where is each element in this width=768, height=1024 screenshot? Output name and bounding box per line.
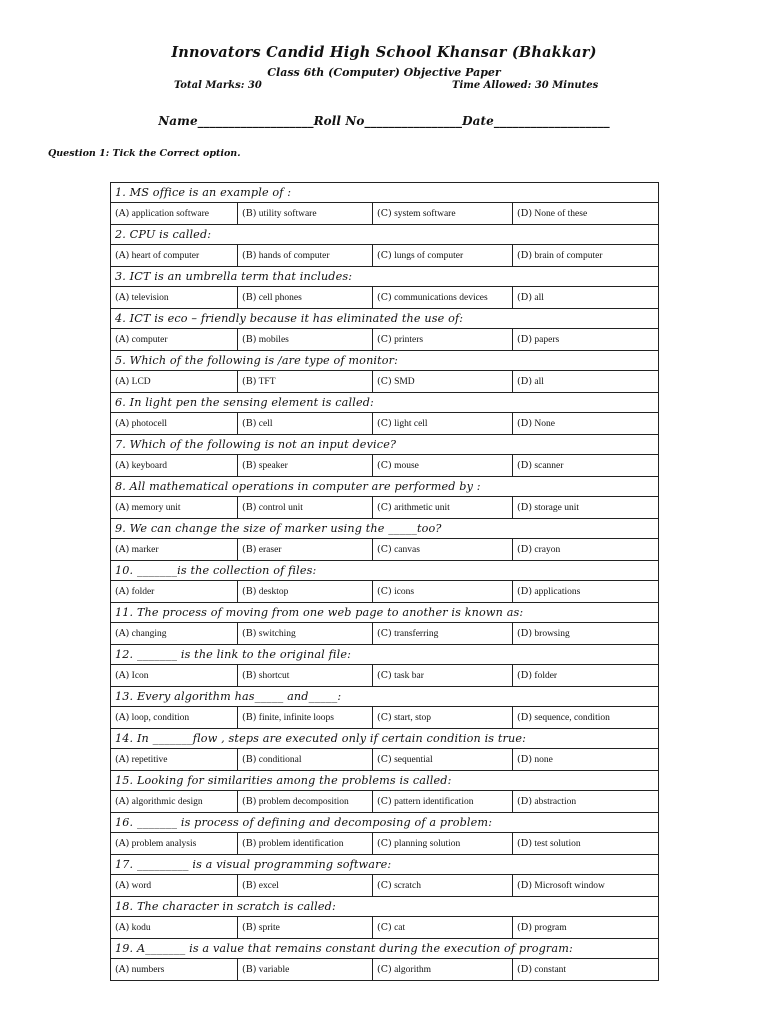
option-label: (C) — [377, 838, 392, 849]
option-cell[interactable] — [373, 455, 513, 477]
student-fields-line: Name___________________Roll No________________Date___________________ — [158, 114, 610, 128]
option-label: (C) — [377, 418, 392, 429]
option-label: (B) — [242, 754, 257, 765]
option-text: cell — [258, 419, 273, 429]
option-text: hands of computer — [258, 251, 330, 261]
question-text: 2. CPU is called: — [111, 225, 659, 245]
option-label: (A) — [115, 712, 130, 723]
option-label: (C) — [377, 964, 392, 975]
option-cell[interactable] — [238, 371, 373, 393]
option-text: excel — [258, 881, 279, 891]
question-text: 1. MS office is an example of : — [111, 183, 659, 203]
option-label: (A) — [115, 880, 130, 891]
question-row — [111, 435, 659, 455]
option-cell[interactable] — [373, 707, 513, 729]
option-label: (D) — [517, 250, 533, 261]
option-label: (A) — [115, 670, 130, 681]
question-row — [111, 939, 659, 959]
option-text: finite, infinite loops — [258, 713, 334, 723]
question-text: 14. In _______flow , steps are executed only if certain condition is true: — [111, 729, 659, 749]
option-cell[interactable] — [111, 413, 238, 435]
question-row — [111, 183, 659, 203]
option-cell[interactable] — [238, 203, 373, 225]
question-row — [111, 519, 659, 539]
option-text: computer — [131, 335, 168, 345]
options-row — [111, 329, 659, 351]
option-cell[interactable] — [513, 245, 659, 267]
options-row — [111, 203, 659, 225]
option-text: start, stop — [394, 713, 432, 723]
option-cell[interactable] — [373, 497, 513, 519]
option-text: shortcut — [258, 671, 290, 681]
question-row — [111, 813, 659, 833]
option-cell[interactable] — [513, 707, 659, 729]
question-text: 9. We can change the size of marker using the _____too? — [111, 519, 659, 539]
question-text: 16. _______ is process of defining and decomposing of a problem: — [111, 813, 659, 833]
option-label: (A) — [115, 586, 130, 597]
question-row — [111, 225, 659, 245]
option-text: brain of computer — [534, 251, 603, 261]
option-label: (D) — [517, 292, 533, 303]
option-label: (A) — [115, 838, 130, 849]
option-label: (A) — [115, 754, 130, 765]
question-row — [111, 393, 659, 413]
question-text: 3. ICT is an umbrella term that includes: — [111, 267, 659, 287]
option-label: (A) — [115, 964, 130, 975]
question-text: 8. All mathematical operations in computer are performed by : — [111, 477, 659, 497]
question-text: 12. _______ is the link to the original file: — [111, 645, 659, 665]
option-label: (B) — [242, 628, 257, 639]
option-text: speaker — [258, 461, 288, 471]
option-cell[interactable] — [513, 665, 659, 687]
option-text: program — [534, 923, 567, 933]
option-text: icons — [394, 587, 415, 597]
option-cell[interactable] — [238, 287, 373, 309]
option-cell[interactable] — [111, 455, 238, 477]
option-text: communications devices — [394, 293, 488, 303]
option-label: (B) — [242, 418, 257, 429]
options-row — [111, 875, 659, 897]
option-cell[interactable] — [238, 623, 373, 645]
option-label: (B) — [242, 292, 257, 303]
options-row — [111, 539, 659, 561]
option-label: (C) — [377, 544, 392, 555]
options-row — [111, 581, 659, 603]
option-text: none — [534, 755, 553, 765]
option-label: (D) — [517, 754, 533, 765]
option-cell[interactable] — [111, 749, 238, 771]
option-text: mouse — [394, 461, 419, 471]
option-text: printers — [394, 335, 424, 345]
option-label: (D) — [517, 880, 533, 891]
option-label: (D) — [517, 838, 533, 849]
option-text: all — [534, 377, 544, 387]
option-cell[interactable] — [373, 413, 513, 435]
option-cell[interactable] — [513, 833, 659, 855]
option-text: test solution — [534, 839, 581, 849]
options-row — [111, 917, 659, 939]
option-cell[interactable] — [513, 959, 659, 981]
option-cell[interactable] — [238, 707, 373, 729]
option-text: algorithm — [394, 965, 432, 975]
option-cell[interactable] — [238, 875, 373, 897]
question-row — [111, 603, 659, 623]
time-allowed: Time Allowed: 30 Minutes — [452, 80, 599, 91]
option-cell[interactable] — [111, 623, 238, 645]
question-text: 6. In light pen the sensing element is called: — [111, 393, 659, 413]
option-cell[interactable] — [513, 875, 659, 897]
question-text: 7. Which of the following is not an input device? — [111, 435, 659, 455]
option-cell[interactable] — [513, 497, 659, 519]
option-label: (C) — [377, 796, 392, 807]
option-text: sequence, condition — [534, 713, 610, 723]
option-label: (B) — [242, 208, 257, 219]
option-text: utility software — [258, 209, 317, 219]
option-label: (D) — [517, 628, 533, 639]
option-cell[interactable] — [111, 203, 238, 225]
option-text: control unit — [258, 503, 303, 513]
option-cell[interactable] — [513, 791, 659, 813]
option-text: desktop — [258, 587, 289, 597]
option-cell[interactable] — [111, 707, 238, 729]
option-label: (A) — [115, 502, 130, 513]
question-row — [111, 729, 659, 749]
option-text: folder — [534, 671, 558, 681]
option-label: (B) — [242, 586, 257, 597]
option-cell[interactable] — [373, 959, 513, 981]
option-label: (A) — [115, 460, 130, 471]
option-cell[interactable] — [513, 455, 659, 477]
option-cell[interactable] — [513, 623, 659, 645]
option-cell[interactable] — [513, 371, 659, 393]
option-cell[interactable] — [238, 959, 373, 981]
option-cell[interactable] — [238, 329, 373, 351]
option-text: abstraction — [534, 797, 577, 807]
option-label: (A) — [115, 628, 130, 639]
option-label: (C) — [377, 754, 392, 765]
option-text: browsing — [534, 629, 570, 639]
option-text: sequential — [394, 755, 433, 765]
options-row — [111, 665, 659, 687]
option-label: (D) — [517, 502, 533, 513]
question-row — [111, 477, 659, 497]
question-row — [111, 855, 659, 875]
option-label: (C) — [377, 292, 392, 303]
option-text: TFT — [258, 377, 276, 387]
options-row — [111, 497, 659, 519]
total-marks: Total Marks: 30 — [174, 80, 262, 91]
option-label: (B) — [242, 376, 257, 387]
question-text: 18. The character in scratch is called: — [111, 897, 659, 917]
option-text: task bar — [394, 671, 424, 681]
options-row — [111, 413, 659, 435]
option-cell[interactable] — [238, 455, 373, 477]
option-label: (A) — [115, 922, 130, 933]
option-cell[interactable] — [238, 581, 373, 603]
option-text: constant — [534, 965, 567, 975]
option-cell[interactable] — [111, 833, 238, 855]
question-row — [111, 267, 659, 287]
option-text: marker — [131, 545, 159, 555]
option-label: (D) — [517, 922, 533, 933]
options-row — [111, 833, 659, 855]
option-label: (C) — [377, 250, 392, 261]
question-text: 4. ICT is eco – friendly because it has eliminated the use of: — [111, 309, 659, 329]
option-text: canvas — [394, 545, 420, 555]
option-text: scratch — [394, 881, 421, 891]
option-cell[interactable] — [111, 371, 238, 393]
questions-body — [111, 183, 659, 981]
options-row — [111, 287, 659, 309]
option-label: (B) — [242, 838, 257, 849]
option-cell[interactable] — [111, 329, 238, 351]
option-label: (D) — [517, 964, 533, 975]
option-text: numbers — [131, 965, 165, 975]
option-label: (B) — [242, 460, 257, 471]
option-cell[interactable] — [373, 539, 513, 561]
option-label: (B) — [242, 502, 257, 513]
option-cell[interactable] — [513, 581, 659, 603]
option-text: transferring — [394, 629, 439, 639]
option-cell[interactable] — [513, 413, 659, 435]
option-cell[interactable] — [373, 665, 513, 687]
option-cell[interactable] — [373, 749, 513, 771]
option-text: mobiles — [258, 335, 289, 345]
option-text: None — [534, 419, 555, 429]
option-label: (A) — [115, 796, 130, 807]
option-text: application software — [131, 209, 209, 219]
option-text: applications — [534, 587, 581, 597]
option-text: cell phones — [258, 293, 302, 303]
option-label: (B) — [242, 334, 257, 345]
option-label: (D) — [517, 334, 533, 345]
option-cell[interactable] — [373, 245, 513, 267]
option-cell[interactable] — [373, 371, 513, 393]
option-text: repetitive — [131, 755, 168, 765]
option-label: (A) — [115, 250, 130, 261]
option-text: eraser — [258, 545, 282, 555]
option-label: (B) — [242, 670, 257, 681]
option-label: (D) — [517, 208, 533, 219]
question-text: 11. The process of moving from one web page to another is known as: — [111, 603, 659, 623]
option-cell[interactable] — [238, 539, 373, 561]
option-label: (B) — [242, 796, 257, 807]
option-text: conditional — [258, 755, 302, 765]
option-text: lungs of computer — [394, 251, 464, 261]
option-label: (C) — [377, 628, 392, 639]
questions-table — [110, 182, 659, 981]
option-label: (B) — [242, 880, 257, 891]
question-row — [111, 645, 659, 665]
option-text: all — [534, 293, 544, 303]
option-label: (C) — [377, 376, 392, 387]
option-cell[interactable] — [111, 497, 238, 519]
options-row — [111, 623, 659, 645]
option-text: crayon — [534, 545, 561, 555]
question-text: 15. Looking for similarities among the problems is called: — [111, 771, 659, 791]
option-label: (D) — [517, 586, 533, 597]
options-row — [111, 959, 659, 981]
option-label: (C) — [377, 670, 392, 681]
option-label: (C) — [377, 334, 392, 345]
option-cell[interactable] — [373, 917, 513, 939]
question-text: 19. A_______ is a value that remains constant during the execution of program: — [111, 939, 659, 959]
option-text: photocell — [131, 419, 168, 429]
option-label: (B) — [242, 922, 257, 933]
question-row — [111, 771, 659, 791]
option-label: (C) — [377, 208, 392, 219]
option-text: memory unit — [131, 503, 181, 513]
option-cell[interactable] — [513, 917, 659, 939]
option-label: (D) — [517, 544, 533, 555]
option-text: problem analysis — [131, 839, 197, 849]
option-cell[interactable] — [373, 833, 513, 855]
option-cell[interactable] — [373, 623, 513, 645]
option-cell[interactable] — [111, 665, 238, 687]
options-row — [111, 707, 659, 729]
option-cell[interactable] — [238, 665, 373, 687]
option-text: television — [131, 293, 169, 303]
school-title: Innovators Candid High School Khansar (Bhakkar) — [171, 44, 597, 61]
question-row — [111, 687, 659, 707]
option-text: planning solution — [394, 839, 461, 849]
option-text: arithmetic unit — [394, 503, 450, 513]
option-text: LCD — [131, 377, 151, 387]
question-text: 5. Which of the following is /are type of monitor: — [111, 351, 659, 371]
option-cell[interactable] — [373, 875, 513, 897]
option-text: Icon — [131, 671, 149, 681]
option-cell[interactable] — [513, 539, 659, 561]
option-label: (B) — [242, 964, 257, 975]
option-text: pattern identification — [394, 797, 474, 807]
question-text: 10. _______is the collection of files: — [111, 561, 659, 581]
option-label: (C) — [377, 712, 392, 723]
option-cell[interactable] — [238, 245, 373, 267]
option-label: (D) — [517, 460, 533, 471]
option-label: (C) — [377, 586, 392, 597]
option-cell[interactable] — [238, 413, 373, 435]
question-text: 17. _________ is a visual programming software: — [111, 855, 659, 875]
option-text: loop, condition — [131, 713, 190, 723]
option-text: switching — [258, 629, 296, 639]
option-text: papers — [534, 335, 560, 345]
option-label: (C) — [377, 880, 392, 891]
option-label: (D) — [517, 712, 533, 723]
option-cell[interactable] — [111, 539, 238, 561]
option-label: (A) — [115, 292, 130, 303]
option-text: system software — [394, 209, 456, 219]
option-text: storage unit — [534, 503, 579, 513]
option-label: (B) — [242, 544, 257, 555]
option-cell[interactable] — [238, 833, 373, 855]
option-cell[interactable] — [238, 791, 373, 813]
options-row — [111, 371, 659, 393]
option-label: (A) — [115, 208, 130, 219]
options-row — [111, 455, 659, 477]
option-label: (C) — [377, 502, 392, 513]
option-text: word — [131, 881, 152, 891]
option-label: (A) — [115, 334, 130, 345]
option-text: cat — [394, 923, 406, 933]
options-row — [111, 791, 659, 813]
option-cell[interactable] — [111, 581, 238, 603]
options-row — [111, 749, 659, 771]
option-cell[interactable] — [513, 329, 659, 351]
question-row — [111, 351, 659, 371]
option-cell[interactable] — [373, 203, 513, 225]
option-cell[interactable] — [111, 245, 238, 267]
option-text: problem identification — [258, 839, 344, 849]
option-label: (D) — [517, 376, 533, 387]
option-label: (A) — [115, 418, 130, 429]
option-cell[interactable] — [111, 959, 238, 981]
option-text: algorithmic design — [131, 797, 203, 807]
option-cell[interactable] — [238, 917, 373, 939]
option-cell[interactable] — [513, 287, 659, 309]
option-cell[interactable] — [111, 791, 238, 813]
option-label: (A) — [115, 544, 130, 555]
option-cell[interactable] — [111, 875, 238, 897]
question-row — [111, 561, 659, 581]
option-cell[interactable] — [111, 287, 238, 309]
paper-subtitle: Class 6th (Computer) Objective Paper — [267, 66, 501, 79]
option-label: (A) — [115, 376, 130, 387]
option-cell[interactable] — [238, 497, 373, 519]
question-instruction: Question 1: Tick the Correct option. — [48, 148, 241, 159]
option-cell[interactable] — [513, 749, 659, 771]
option-cell[interactable] — [373, 791, 513, 813]
option-cell[interactable] — [111, 917, 238, 939]
question-text: 13. Every algorithm has_____ and_____: — [111, 687, 659, 707]
option-label: (B) — [242, 712, 257, 723]
option-text: variable — [258, 965, 290, 975]
option-text: problem decomposition — [258, 797, 349, 807]
option-text: changing — [131, 629, 167, 639]
option-cell[interactable] — [373, 287, 513, 309]
question-row — [111, 309, 659, 329]
option-text: keyboard — [131, 461, 168, 471]
option-cell[interactable] — [373, 329, 513, 351]
question-row — [111, 897, 659, 917]
option-text: None of these — [534, 209, 588, 219]
option-label: (D) — [517, 670, 533, 681]
option-text: kodu — [131, 923, 151, 933]
options-row — [111, 245, 659, 267]
option-text: scanner — [534, 461, 564, 471]
option-text: light cell — [394, 419, 428, 429]
option-cell[interactable] — [238, 749, 373, 771]
option-text: folder — [131, 587, 155, 597]
option-cell[interactable] — [513, 203, 659, 225]
option-text: Microsoft window — [534, 881, 605, 891]
option-label: (C) — [377, 460, 392, 471]
option-cell[interactable] — [373, 581, 513, 603]
option-label: (D) — [517, 796, 533, 807]
option-text: sprite — [258, 923, 280, 933]
option-label: (C) — [377, 922, 392, 933]
option-label: (D) — [517, 418, 533, 429]
option-label: (B) — [242, 250, 257, 261]
option-text: heart of computer — [131, 251, 200, 261]
option-text: SMD — [394, 377, 415, 387]
